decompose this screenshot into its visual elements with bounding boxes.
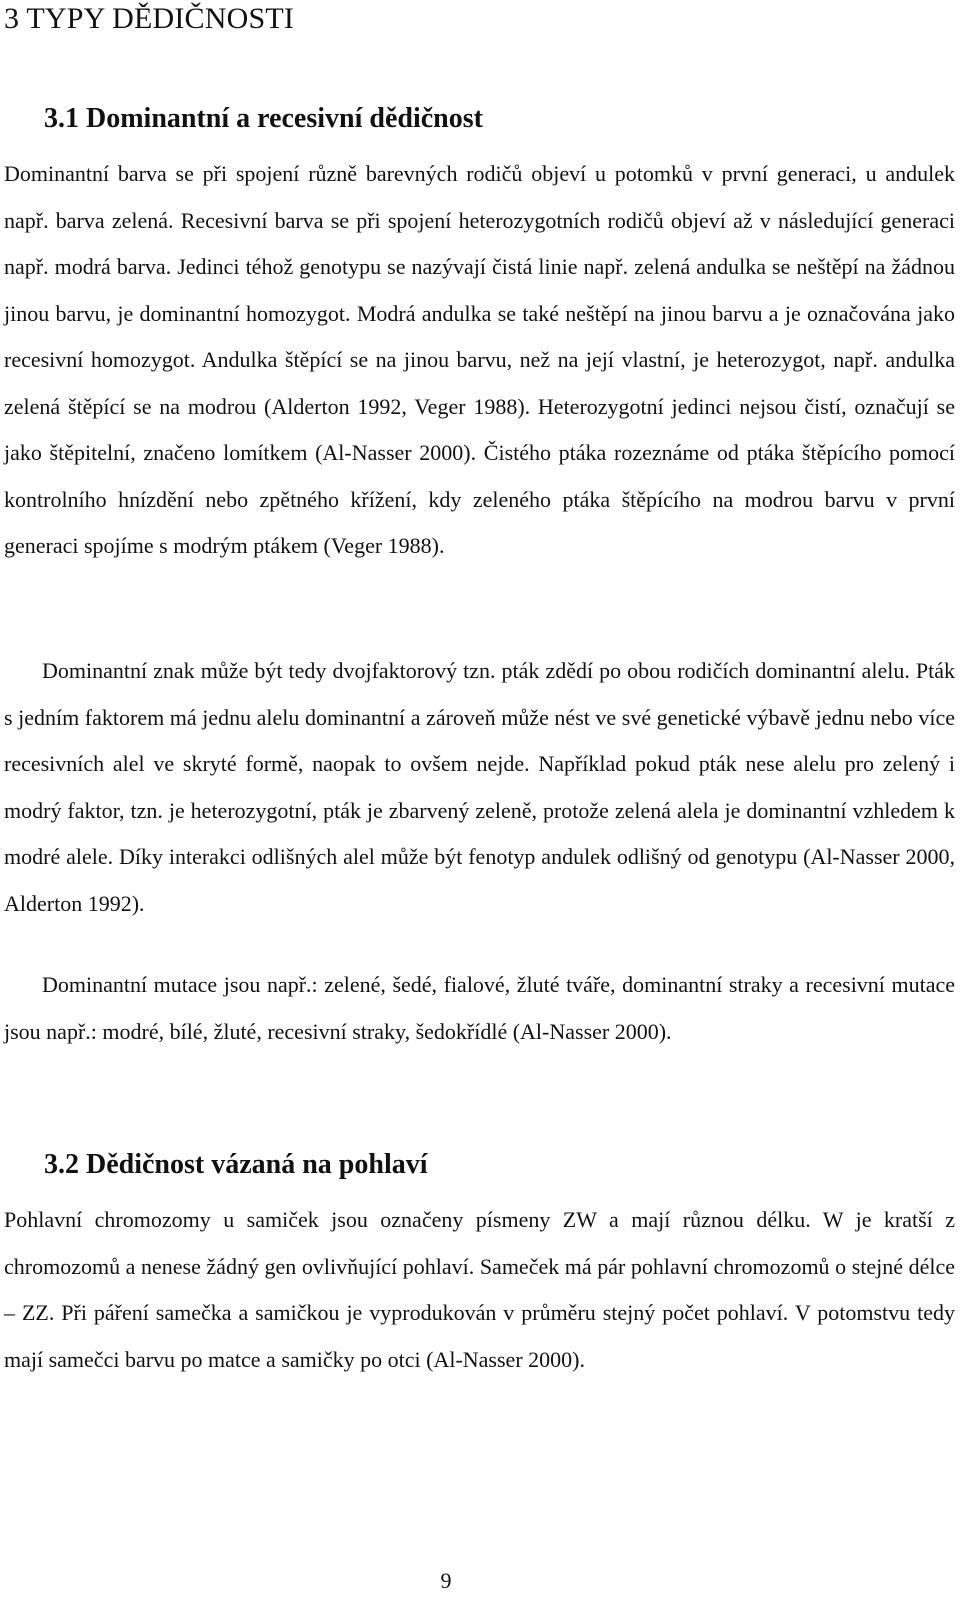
section-title-dominant-recessive: 3.1 Dominantní a recesivní dědičnost [44,103,483,134]
paragraph-mutation-examples: Dominantní mutace jsou např.: zelené, šedé, fialové, žluté tváře, dominantní straky a recesivní mutace jsou např.: modré, bílé, žluté, recesivní straky, šedokřídlé (Al-Nasser 2000). [4,972,955,1044]
paragraph-sex-chromosomes: Pohlavní chromozomy u samiček jsou označeny písmeny ZW a mají různou délku. W je kratší z chromozomů a nenese žádný gen ovlivňující pohlaví. Sameček má pár pohlavní chromozomů o stejné délce – ZZ. Při páření samečka a samičkou je vyprodukován v průměru stejný počet pohlaví. V potomstvu tedy mají samečci barvu po matce a samičky po otci (Al-Nasser 2000). [4,1207,955,1372]
section-title-sex-linked: 3.2 Dědičnost vázaná na pohlaví [44,1149,428,1180]
page-number: 9 [440,1568,452,1593]
chapter-title: 3 TYPY DĚDIČNOSTI [4,2,295,35]
paragraph-dominant-factor: Dominantní znak může být tedy dvojfaktorový tzn. pták zdědí po obou rodičích dominantní alelu. Pták s jedním faktorem má jednu alelu dominantní a zároveň může nést ve své genetické výbavě jednu nebo více recesivních alel ve skryté formě, naopak to ovšem nejde. Například pokud pták nese alelu pro zelený i modrý faktor, tzn. je heterozygotní, pták je zbarvený zeleně, protože zelená alela je dominantní vzhledem k modré alele. Díky interakci odlišných alel může být fenotyp andulek odlišný od genotypu (Al-Nasser 2000, Alderton 1992). [4,658,955,916]
paragraph-dominant-recessive-intro: Dominantní barva se při spojení různě barevných rodičů objeví u potomků v první generaci, u andulek např. barva zelená. Recesivní barva se při spojení heterozygotních rodičů objeví až v následující generaci např. modrá barva. Jedinci téhož genotypu se nazývají čistá linie např. zelená andulka se neštěpí na žádnou jinou barvu, je dominantní homozygot. Modrá andulka se také neštěpí na jinou barvu a je označována jako recesivní homozygot. Andulka štěpící se na jinou barvu, než na její vlastní, je heterozygot, např. andulka zelená štěpící se na modrou (Alderton 1992, Veger 1988). Heterozygotní jedinci nejsou čistí, označují se jako štěpitelní, značeno lomítkem (Al-Nasser 2000). Čistého ptáka rozeznáme od ptáka štěpícího pomocí kontrolního hnízdění nebo zpětného křížení, kdy zeleného ptáka štěpícího na modrou barvu v první generaci spojíme s modrým ptákem (Veger 1988). [4,161,955,558]
